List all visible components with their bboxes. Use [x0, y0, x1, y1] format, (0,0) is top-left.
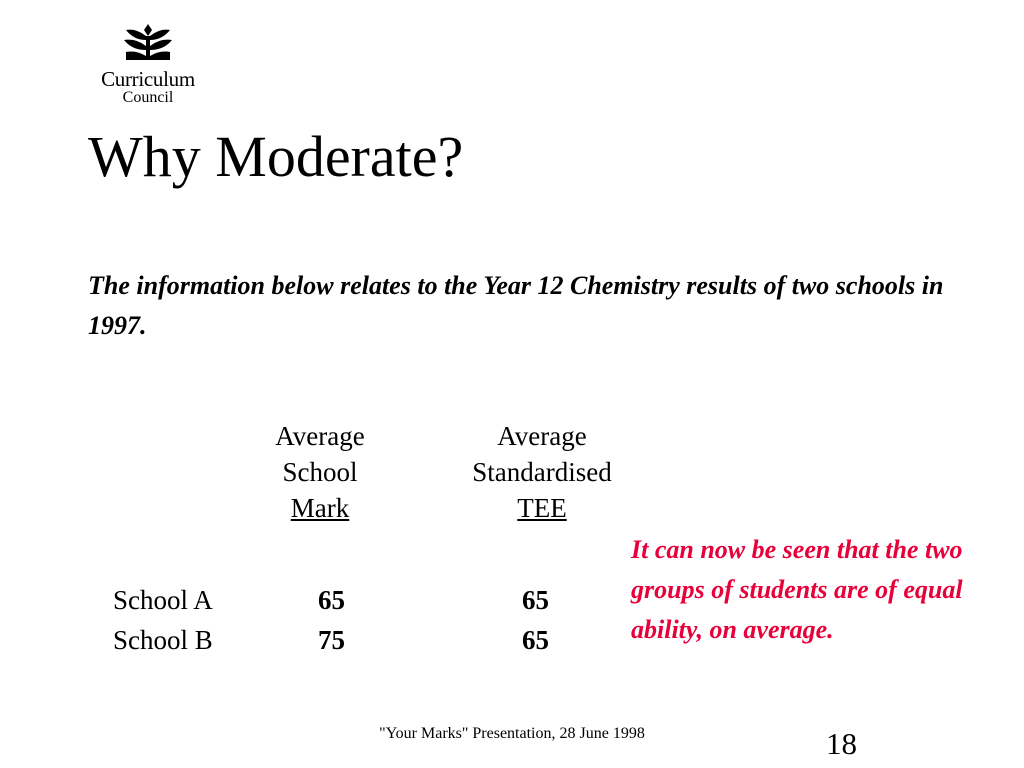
leaf-logo-icon: [122, 22, 174, 62]
row-label-school-b: School B: [113, 625, 213, 655]
row-label-school-a: School A: [113, 585, 213, 615]
column-header-line: School: [282, 457, 358, 487]
column-header-line: Average: [497, 421, 587, 451]
intro-text: The information below relates to the Year 12 Chemistry results of two schools in 1997.: [88, 271, 944, 340]
footer-presentation-info: "Your Marks" Presentation, 28 June 1998: [379, 725, 645, 742]
column-header-school-mark: [245, 418, 395, 526]
school-a-standardised-tee: 65: [522, 585, 549, 615]
school-b-standardised-tee: 65: [522, 625, 549, 655]
column-header-line: TEE: [517, 493, 567, 523]
page-number: 18: [826, 726, 857, 761]
column-header-line: Average: [275, 421, 365, 451]
school-a-school-mark: 65: [318, 585, 345, 615]
column-header-line: Mark: [290, 493, 350, 523]
logo-text-curriculum: Curriculum: [101, 67, 195, 91]
curriculum-council-logo: [92, 22, 204, 108]
slide-title: Why Moderate?: [88, 124, 464, 189]
conclusion-note: It can now be seen that the two groups of students are of equal ability, on average.: [631, 535, 963, 644]
column-header-line: Standardised: [472, 457, 612, 487]
logo-text-council: Council: [122, 89, 174, 106]
school-b-school-mark: 75: [318, 625, 345, 655]
column-header-standardised-tee: [440, 418, 644, 526]
